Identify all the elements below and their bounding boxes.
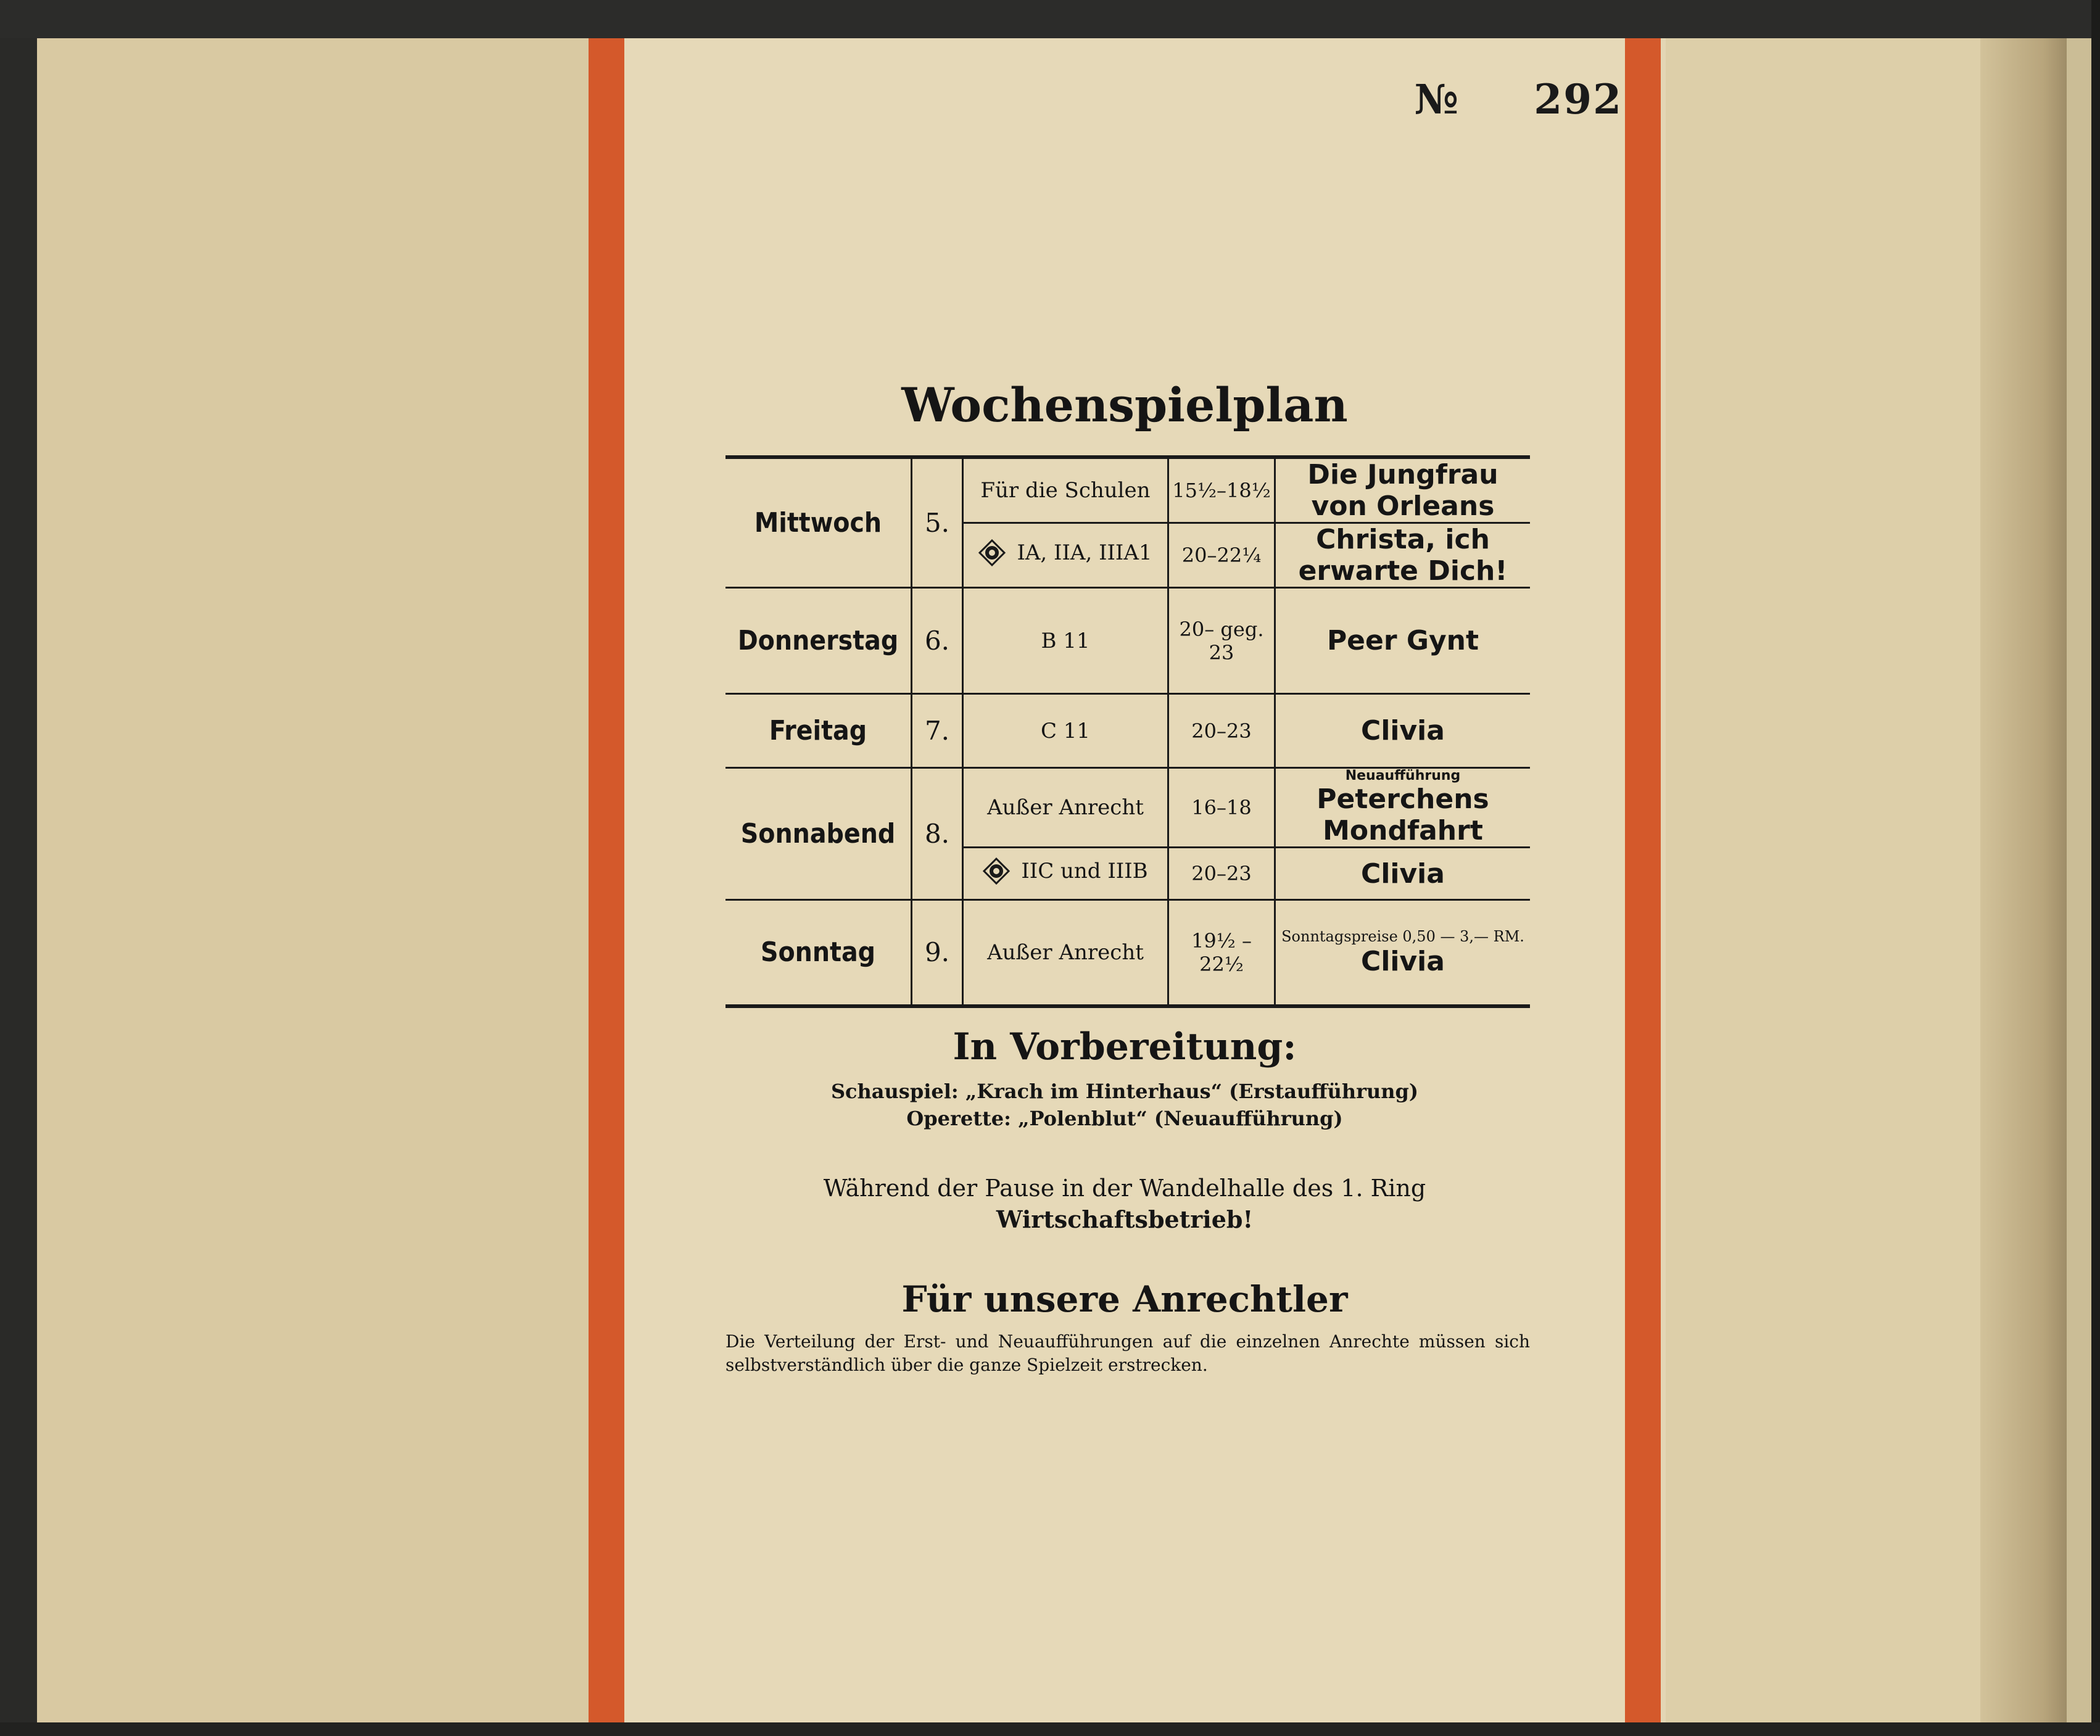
schedule-play xyxy=(1275,694,1531,768)
orange-stripe-left xyxy=(589,38,624,1722)
ring-emblem-icon xyxy=(978,539,1006,566)
schedule-play xyxy=(1275,768,1531,848)
play-title: Clivia xyxy=(1361,946,1445,978)
group-label: IIC und IIIB xyxy=(1021,858,1148,883)
play-title: Clivia xyxy=(1361,715,1445,746)
schedule-group xyxy=(963,768,1168,848)
program-insert xyxy=(624,38,1625,1722)
schedule-play xyxy=(1275,848,1531,900)
group-label: B 11 xyxy=(1041,628,1090,653)
schedule-play xyxy=(1275,900,1531,1006)
group-label: Außer Anrecht xyxy=(987,940,1144,965)
schedule-group xyxy=(963,523,1168,588)
schedule-group xyxy=(963,457,1168,523)
group-label: C 11 xyxy=(1040,718,1091,743)
play-title: Clivia xyxy=(1361,858,1445,890)
issue-number: № 292 xyxy=(1414,75,1623,123)
schedule-group xyxy=(963,588,1168,694)
schedule-day: Sonntag xyxy=(725,900,912,1006)
schedule-row xyxy=(725,900,1530,1006)
pause-notice-line-1: Während der Pause in der Wandelhalle des 1. Ring xyxy=(823,1175,1426,1202)
schedule-day: Freitag xyxy=(725,694,912,768)
play-note: Neuaufführung xyxy=(1345,768,1461,783)
schedule-play xyxy=(1275,457,1531,523)
schedule-date: 8. xyxy=(912,768,963,900)
left-page xyxy=(37,38,592,1722)
schedule-play xyxy=(1275,588,1531,694)
orange-stripe-right xyxy=(1625,38,1661,1722)
ring-emblem-icon xyxy=(983,858,1010,885)
schedule-row xyxy=(725,588,1530,694)
preparation-line-2: Operette: „Polenblut“ (Neuaufführung) xyxy=(906,1107,1343,1130)
schedule-time: 19½ – 22½ xyxy=(1168,900,1275,1006)
schedule-row xyxy=(725,768,1530,848)
schedule-time: 20–23 xyxy=(1168,694,1275,768)
schedule-time: 15½–18½ xyxy=(1168,457,1275,523)
group-label: Für die Schulen xyxy=(980,478,1151,503)
preparation-heading: In Vorbereitung: xyxy=(953,1025,1297,1068)
play-note: Sonntagspreise 0,50 — 3,— RM. xyxy=(1281,928,1524,946)
schedule-time: 20–22¼ xyxy=(1168,523,1275,588)
schedule-day: Sonnabend xyxy=(725,768,912,900)
play-title: Christa, ich erwarte Dich! xyxy=(1298,524,1508,587)
preparation-line-1: Schauspiel: „Krach im Hinterhaus“ (Erstaufführung) xyxy=(830,1080,1419,1103)
play-title: Peer Gynt xyxy=(1326,625,1479,656)
schedule-group xyxy=(963,694,1168,768)
schedule-date: 6. xyxy=(912,588,963,694)
schedule-date: 7. xyxy=(912,694,963,768)
page-title: Wochenspielplan xyxy=(901,378,1348,432)
schedule-day: Mittwoch xyxy=(725,457,912,588)
subscribers-heading: Für unsere Anrechtler xyxy=(901,1278,1348,1320)
play-title: Die Jungfrau von Orleans xyxy=(1307,459,1499,522)
schedule-row xyxy=(725,694,1530,768)
schedule-time: 20– geg. 23 xyxy=(1168,588,1275,694)
group-label: Außer Anrecht xyxy=(987,795,1144,820)
schedule-play xyxy=(1275,523,1531,588)
schedule-date: 5. xyxy=(912,457,963,588)
scan-background-right xyxy=(2091,0,2100,1736)
schedule-date: 9. xyxy=(912,900,963,1006)
scan-background-bottom xyxy=(0,1722,2100,1736)
schedule-row xyxy=(725,457,1530,523)
play-title: Peterchens Mondfahrt xyxy=(1317,783,1489,846)
schedule-group xyxy=(963,900,1168,1006)
schedule-group xyxy=(963,848,1168,900)
schedule-time: 16–18 xyxy=(1168,768,1275,848)
weekly-schedule-table xyxy=(725,455,1530,1008)
subscribers-text: Die Verteilung der Erst- und Neuaufführungen auf die einzelnen Anrechte müssen sich selbstverständlich über die ganze Spielzeit erstrecken. xyxy=(725,1331,1530,1375)
pause-notice-line-2: Wirtschaftsbetrieb! xyxy=(996,1205,1254,1233)
scan-background-top xyxy=(0,0,2100,38)
group-label: IA, IIA, IIIA1 xyxy=(1017,540,1152,565)
schedule-time: 20–23 xyxy=(1168,848,1275,900)
schedule-day: Donnerstag xyxy=(725,588,912,694)
